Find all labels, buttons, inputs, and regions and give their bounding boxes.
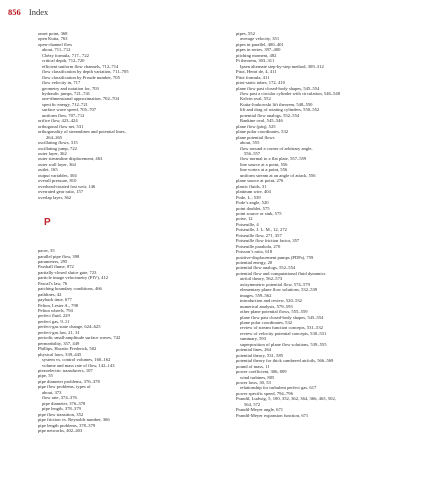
index-entry: perfect gas, 9–11: [38, 318, 70, 324]
index-entry: pitching moment, 482: [236, 52, 277, 58]
index-entry: potential lines, 264: [236, 347, 272, 353]
index-entry: point doublet, 575: [236, 205, 270, 211]
index-entry: Poiseuille, 4: [236, 221, 259, 227]
index-entry: review of velocity potential concepts, 530–531: [240, 330, 327, 336]
index-entry: point source or sink, 575: [236, 210, 282, 216]
index-entry: perfect-gas state change, 624–625: [38, 324, 101, 330]
index-entry: Prandtl-Meyer angle, 671: [236, 407, 284, 413]
index-entry: potential energy, 20: [236, 260, 273, 266]
index-entry: physical laws, 339–445: [38, 351, 82, 357]
index-entry: power laws, 30, 53: [236, 380, 271, 385]
index-entry: summary, 593: [240, 336, 266, 342]
index-entry: power specific speed, 794–796: [236, 390, 293, 396]
index-entry: flow normal to a flat plate, 557–559: [240, 156, 307, 162]
index-entry: permeability, 357, 449: [38, 340, 80, 346]
index-entry: piezoelectric transducers, 107: [38, 368, 93, 374]
index-entry: orthogonality of streamlines and potential lines,: [38, 129, 126, 135]
index-entry: pipes in series, 397–400: [236, 47, 281, 53]
index-entry: line source at a point, 556: [240, 161, 288, 167]
index-entry: overrated gear ratio, 157: [38, 189, 84, 195]
index-entry: pipe length problems, 378–379: [38, 422, 96, 428]
index-entry: periodic small-amplitude surface waves, 742: [38, 335, 121, 341]
index-entry: volume and mass rate of flow, 142–143: [42, 362, 115, 368]
index-entry: partially-closed sluice gate, 723: [38, 269, 97, 275]
index-entry: pipe flow transition, 352: [38, 411, 84, 417]
index-entry: pathlines, 42: [38, 291, 62, 297]
index-entry: numerical analysis, 579–593: [240, 303, 293, 309]
index-entry: Pode’s angle, 520: [236, 200, 269, 206]
index-entry: wind turbines, 805: [240, 374, 275, 380]
section-letter-p: P: [44, 217, 51, 229]
index-entry: Parshall flume, 872: [38, 264, 74, 270]
index-entry: overlap layer, 362: [38, 194, 72, 200]
index-entry: hydraulic jumps, 721–741: [42, 90, 91, 96]
index-entry: plane flow (päq), 525: [236, 123, 276, 129]
index-entry: superposition of plane flow solutions, 539–555: [240, 341, 327, 347]
index-entry: outer streamline displacement, 463: [38, 156, 103, 162]
index-entry: Poiseuille, J. L. M., 12, 272: [236, 227, 287, 233]
index-entry: flow around a corner of arbitrary angle,: [240, 145, 313, 151]
index-entry: plastic fluids, 31: [236, 183, 267, 189]
index-entry: about, 711–712: [42, 47, 71, 53]
index-entry: Pitot formula, 411: [236, 74, 270, 80]
index-entry: payback time, 677: [38, 297, 72, 303]
index-entry: axisymmetric potential flow, 574–579: [240, 281, 310, 287]
index-entry: perfect-gas law, 21, 31: [38, 329, 80, 335]
index-entry: flow past a circular cylinder with circulation, 546–548: [240, 90, 341, 96]
index-entry: Pitot, Henri de, 4, 411: [236, 69, 277, 75]
index-entry: review of stream function concepts, 531–532: [240, 325, 323, 331]
index-entry: pipes in parallel, 400–401: [236, 41, 284, 47]
index-entry: onset point, 368: [38, 31, 68, 36]
index-entry: line vortex at a point, 556: [240, 167, 288, 173]
index-entry: potential flow and computational fluid dynamics: [236, 270, 326, 276]
index-entry: pacer, 35: [38, 248, 55, 254]
index-entry: Kelvin oval, 552: [240, 96, 271, 102]
index-entry: flow classification by Froude number, 705: [42, 74, 120, 80]
index-entry: overall pressure, 810: [38, 178, 77, 184]
index-entry: outer layer, 362: [38, 150, 67, 156]
index-entry: Kutta-Joukowski lift theorem, 548–550: [240, 101, 313, 107]
index-entry: pipe diameter problems, 376–378: [38, 378, 100, 384]
index-entry: plane polar coordinates, 532: [236, 129, 289, 135]
index-entry: uniform stream at an angle of attack, 556: [240, 172, 316, 178]
index-entry: perfect fluid, 229: [38, 313, 70, 319]
index-entry: plane source at point, 276: [236, 178, 284, 184]
index-entry: particle image velocimetry (PIV), 412: [38, 275, 109, 281]
index-entry: pipe friction vs. Reynolds number, 366: [38, 417, 110, 423]
index-entry: other plane potential flows, 555–559: [240, 309, 308, 315]
index-entry: poise, 12: [236, 216, 253, 222]
index-entry: critical depth, 712–720: [42, 58, 85, 64]
index-entry: surface wave speed, 705–707: [42, 107, 97, 113]
index-entry: plane flow past closed-body shapes, 545–554: [236, 85, 320, 91]
page-header: [8, 7, 48, 17]
index-entry: potential flow analogs, 552–554: [236, 265, 296, 271]
index-entry: overhead-rotated fast weir, 146: [38, 183, 96, 189]
page-number: 856: [8, 7, 21, 17]
index-entry: output variables, 304: [38, 172, 77, 178]
index-entry: pound of mass, 11: [236, 363, 270, 369]
index-entry: positive-displacement pumps (PDPs), 759: [236, 254, 314, 260]
index-entry: parameters, 295: [38, 258, 68, 264]
index-entry: about, 555: [240, 140, 260, 146]
index-entry: images, 559–562: [240, 292, 272, 298]
index-entries-o: [38, 31, 206, 200]
index-entry: potential theory for thick cambered airfoils, 566–569: [236, 358, 334, 364]
index-entry: about, 373: [42, 389, 62, 395]
index-entry: plane polar coordinates, 532: [240, 320, 293, 326]
index-entry: orthogonal flow net, 531: [38, 123, 84, 129]
index-entry: specific energy, 712–721: [42, 101, 88, 107]
index-entry: geometry and notation for, 703: [42, 85, 99, 91]
index-entry: Prandtl, Ludwig, 5, 100, 352, 362, 364, 366, 465, 502,: [236, 396, 336, 402]
right-column: [236, 31, 419, 418]
index-entry: Pode, L., 539: [236, 194, 261, 200]
index-entry: Poiseuille flow, 271, 357: [236, 232, 282, 238]
index-entry: Pelton, Lester A., 798: [38, 302, 79, 308]
index-entry: Ipsen alternate step-by-step method, 309–312: [240, 63, 324, 69]
index-entry: introduction and review, 520–532: [240, 298, 302, 304]
index-entries-p-continued: [236, 31, 419, 418]
index-entry: 564, 572: [244, 401, 261, 407]
index-entry: orifice flow, 423–424: [38, 118, 78, 124]
index-entry: one-dimensional approximation, 702–704: [42, 96, 119, 102]
index-entry: platinum wire, 404: [236, 189, 271, 195]
index-entry: Prandtl-Meyer expansion function, 671: [236, 412, 309, 418]
index-entry: outer wall layer, 364: [38, 161, 76, 167]
index-entry: pipe, 55: [38, 373, 53, 379]
index-entry: oscillating jump, 722: [38, 145, 77, 151]
index-entry: open Kutta, 763: [38, 36, 68, 42]
index-entry: Phillips, Horatio Frederick, 502: [38, 346, 97, 352]
index-entry: oscillating flows, 315: [38, 140, 78, 146]
left-column: [38, 31, 206, 433]
index-entry: pitot-static tubes, 172, 410: [236, 80, 285, 86]
index-entry: 556–557: [244, 150, 261, 156]
index-entry: potential flow analogs, 552–554: [240, 112, 300, 118]
index-entry: average velocity, 351: [240, 36, 280, 42]
index-entry: 264–265: [46, 134, 63, 140]
index-entry: pipe networks, 402–403: [38, 428, 83, 433]
index-entries-p: [38, 248, 206, 433]
index-entry: pipe flow problems, types of: [38, 384, 91, 390]
index-entry: pipes, 552: [236, 31, 255, 36]
index-entry: Pi theorem, 303–311: [236, 58, 275, 64]
index-entry: Poisson’s ratio, 618: [236, 249, 273, 255]
index-entry: flow velocity in, 717: [42, 80, 81, 86]
index-entry: uniform flow, 707–712: [42, 112, 85, 118]
index-entry: flow rate, 374–376: [42, 395, 77, 401]
index-entry: potential theory, 531, 585: [236, 352, 284, 358]
index-entry: outlet, 165: [38, 167, 58, 173]
index-entry: parallel pipe flow, 398: [38, 253, 80, 259]
index-entry: system vs. control volumes, 160–162: [42, 357, 111, 363]
index-entry: lift and drag of rotating cylinders, 550–552: [240, 107, 320, 113]
index-entry: efficient uniform flow channels, 712–714: [42, 63, 119, 69]
index-entry: plane flow past closed-body shapes, 545–554: [240, 314, 324, 320]
index-entry: plane potential flows: [236, 134, 275, 140]
index-entry: Poiseuille parabola, 270: [236, 243, 281, 249]
index-entry: airfoil theory, 562–573: [240, 276, 283, 282]
index-entry: Poiseuille flow friction factor, 357: [236, 238, 300, 244]
index-entry: patching boundary conditions, 466: [38, 286, 102, 292]
letter-section-heading: [38, 200, 206, 248]
index-entry: Rankine oval, 545–546: [240, 118, 283, 124]
index-entry: Pelton wheels, 794: [38, 308, 73, 314]
index-entry: elementary plane flow solutions, 532–539: [240, 287, 318, 293]
index-entry: power coefficient, 306, 809: [236, 369, 287, 375]
index-entry: pipe diameter, 376–378: [42, 400, 86, 406]
index-entry: pipe length, 378–379: [42, 406, 81, 412]
index-entry: open-channel flow: [38, 41, 73, 47]
index-entry: relationship for turbulent perfect gas, 617: [240, 385, 317, 391]
page-title: Index: [28, 7, 49, 17]
index-entry: flow classification by depth variation, 711–705: [42, 69, 129, 75]
index-entry: Pascal’s law, 76: [38, 280, 68, 286]
index-entry: Chézy formula, 717– 722: [42, 52, 89, 58]
